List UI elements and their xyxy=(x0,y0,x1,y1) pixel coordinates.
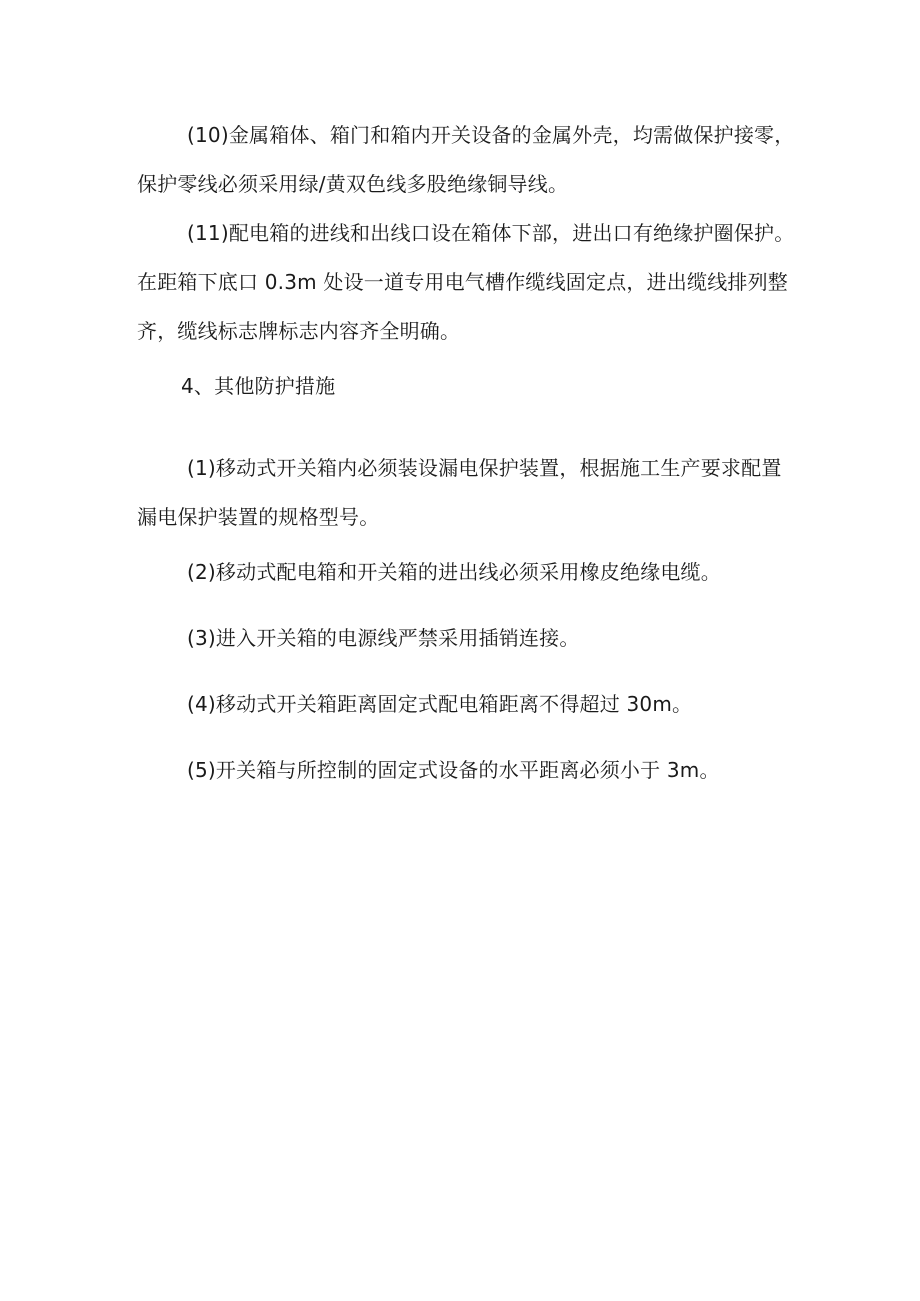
item-4: (4)移动式开关箱距离固定式配电箱距离不得超过 30m。 xyxy=(187,692,693,716)
paragraph-10-line-1: (10)金属箱体、箱门和箱内开关设备的金属外壳，均需做保护接零， xyxy=(187,123,795,147)
section-heading: 4、其他防护措施 xyxy=(181,374,336,398)
item-3: (3)进入开关箱的电源线严禁采用插销连接。 xyxy=(187,626,580,650)
item-1-line-1: (1)移动式开关箱内必须装设漏电保护装置，根据施工生产要求配置 xyxy=(187,456,782,480)
item-2: (2)移动式配电箱和开关箱的进出线必须采用橡皮绝缘电缆。 xyxy=(187,560,721,584)
paragraph-10-line-2: 保护零线必须采用绿/黄双色线多股绝缘铜导线。 xyxy=(137,172,569,196)
paragraph-11-line-3: 齐，缆线标志牌标志内容齐全明确。 xyxy=(137,319,461,343)
item-5: (5)开关箱与所控制的固定式设备的水平距离必须小于 3m。 xyxy=(187,758,720,782)
paragraph-11-line-2: 在距箱下底口 0.3m 处设一道专用电气槽作缆线固定点，进出缆线排列整 xyxy=(137,270,789,294)
item-1-line-2: 漏电保护装置的规格型号。 xyxy=(137,505,380,529)
paragraph-11-line-1: (11)配电箱的进线和出线口设在箱体下部，进出口有绝缘护圈保护。 xyxy=(187,221,795,245)
